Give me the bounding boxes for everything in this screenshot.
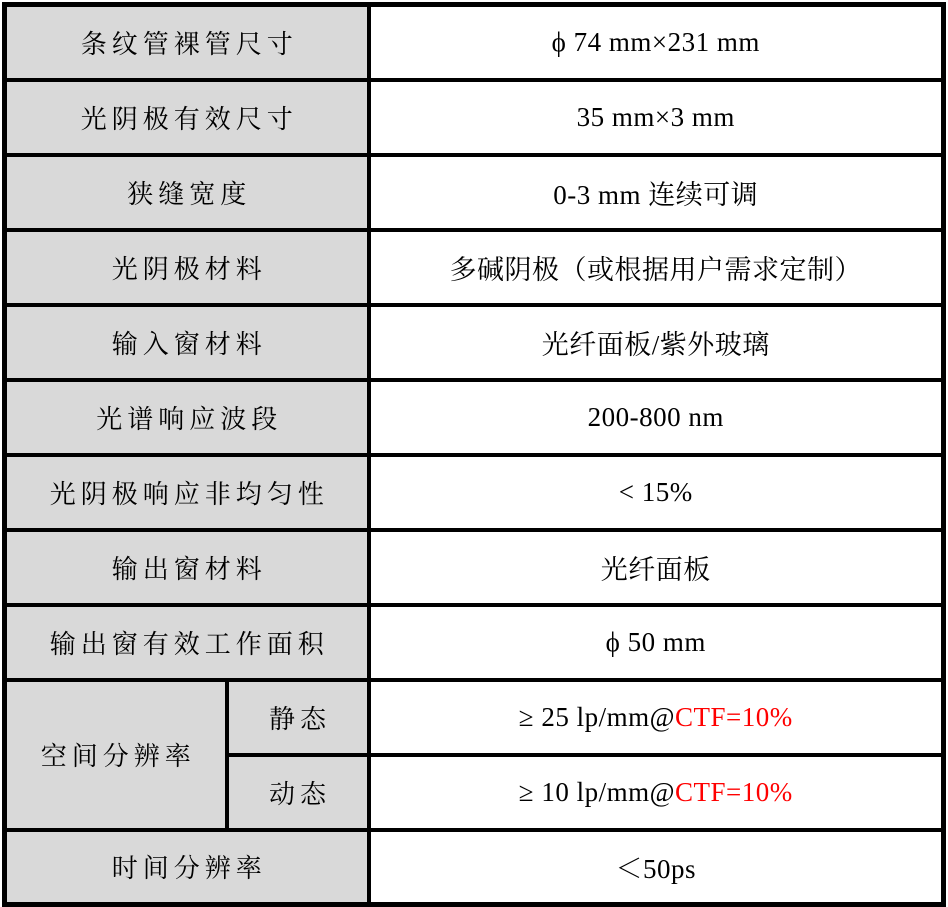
spec-row-photocathode-size xyxy=(5,80,944,155)
spec-value-cell: 200-800 nm xyxy=(369,380,944,455)
spec-label-cell: 条纹管裸管尺寸 xyxy=(5,5,369,80)
spec-row-tube-size xyxy=(5,5,944,80)
spec-row-slit-width xyxy=(5,155,944,230)
spec-row-output-window-material xyxy=(5,530,944,605)
spec-row-nonuniformity xyxy=(5,455,944,530)
dynamic-mode-value-cell xyxy=(369,755,944,830)
temporal-resolution-value-cell: ＜50ps xyxy=(369,830,944,905)
spec-value-cell: 光纤面板/紫外玻璃 xyxy=(369,305,944,380)
value-prefix: ≥ 25 lp/mm@ xyxy=(518,701,675,732)
spec-label-cell: 输入窗材料 xyxy=(5,305,369,380)
spec-label-cell: 狭缝宽度 xyxy=(5,155,369,230)
spec-label-cell: 光谱响应波段 xyxy=(5,380,369,455)
static-mode-label-cell: 静态 xyxy=(227,680,369,755)
spec-label-cell: 光阴极材料 xyxy=(5,230,369,305)
spec-label-cell: 光阴极有效尺寸 xyxy=(5,80,369,155)
spec-value-cell: 0-3 mm 连续可调 xyxy=(369,155,944,230)
static-mode-value-cell xyxy=(369,680,944,755)
value-highlight: CTF=10% xyxy=(674,701,793,732)
spec-row-spectral-response xyxy=(5,380,944,455)
spec-row-temporal-resolution xyxy=(5,830,944,905)
spec-value-cell: ϕ 74 mm×231 mm xyxy=(369,5,944,80)
spatial-resolution-label-cell: 空间分辨率 xyxy=(5,680,227,830)
dynamic-mode-label-cell: 动态 xyxy=(227,755,369,830)
spec-label-cell: 光阴极响应非均匀性 xyxy=(5,455,369,530)
spec-table xyxy=(2,2,946,907)
spec-value-cell: 光纤面板 xyxy=(369,530,944,605)
value-prefix: ≥ 10 lp/mm@ xyxy=(518,776,675,807)
spec-value-cell: ϕ 50 mm xyxy=(369,605,944,680)
spec-row-spatial-static xyxy=(5,680,944,755)
spec-row-input-window-material xyxy=(5,305,944,380)
value-highlight: CTF=10% xyxy=(674,776,793,807)
spec-value-cell: 多碱阴极（或根据用户需求定制） xyxy=(369,230,944,305)
temporal-resolution-label-cell: 时间分辨率 xyxy=(5,830,369,905)
spec-value-cell: 35 mm×3 mm xyxy=(369,80,944,155)
spec-row-output-window-area xyxy=(5,605,944,680)
spec-label-cell: 输出窗材料 xyxy=(5,530,369,605)
spec-label-cell: 输出窗有效工作面积 xyxy=(5,605,369,680)
spec-value-cell: < 15% xyxy=(369,455,944,530)
spec-row-photocathode-material xyxy=(5,230,944,305)
